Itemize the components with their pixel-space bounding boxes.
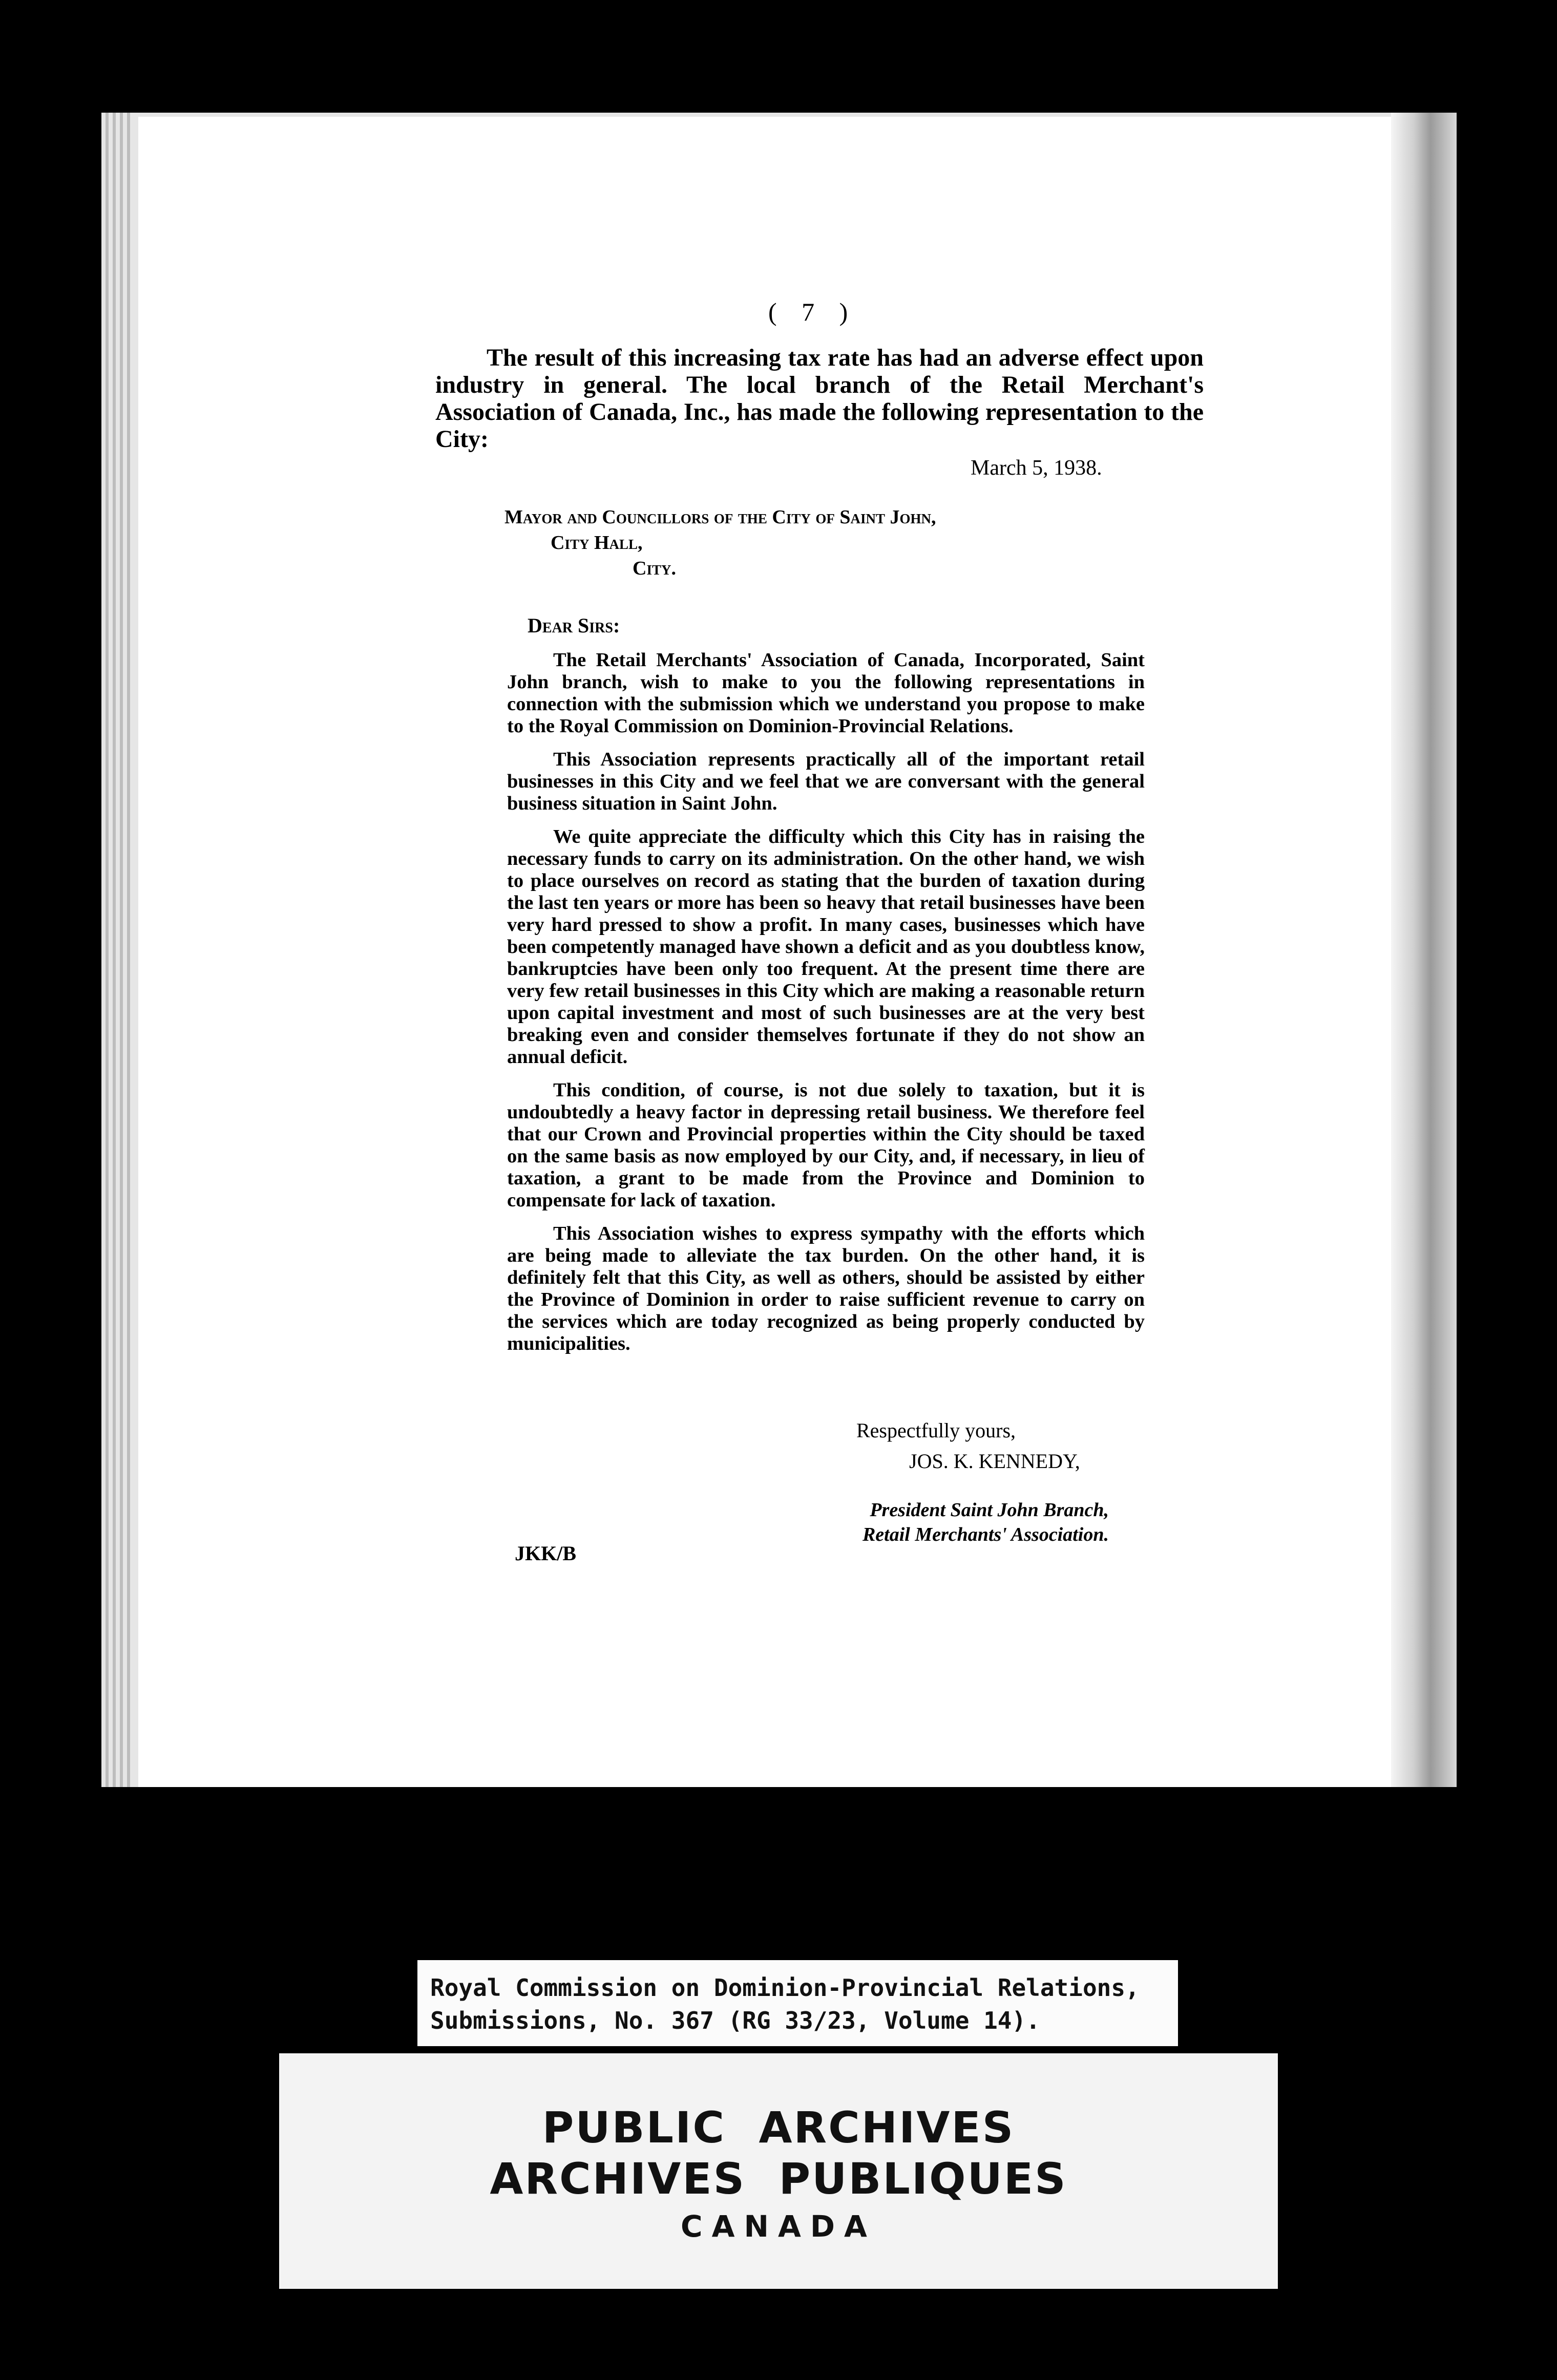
letter-body	[507, 649, 1145, 1366]
signer-title-line: Retail Merchants' Association.	[862, 1524, 1109, 1545]
intro-paragraph: The result of this increasing tax rate has had an adverse effect upon industry in general. The local branch of the Retail Merchant's Association of Canada, Inc., has made the following representation to the City:	[435, 344, 1204, 453]
citation-text	[430, 1971, 1140, 2037]
citation-line: Submissions, No. 367 (RG 33/23, Volume 14).	[430, 2007, 1040, 2034]
addressee-line: City.	[633, 558, 676, 579]
letter-date: March 5, 1938.	[971, 456, 1102, 480]
citation-line: Royal Commission on Dominion-Provincial Relations,	[430, 1974, 1140, 2002]
letter-paragraph: This Association wishes to express sympathy with the efforts which are being made to alleviate the tax burden. On the other hand, it is definitely felt that this City, as well as others, should be assisted by either the Province of Dominion in order to raise sufficient revenue to carry on the services which are today recognized as being properly conducted by municipalities.	[507, 1223, 1145, 1354]
letter-paragraph: We quite appreciate the difficulty which this City has in raising the necessary funds to carry on its administration. On the other hand, we wish to place ourselves on record as stating that the burden of taxation during the last ten years or more has been so heavy that retail businesses have been very hard pressed to show a profit. In many cases, businesses which have been competently managed have shown a deficit and as you doubtless know, bankruptcies have been only too frequent. At the present time there are very few retail businesses in this City which are making a reasonable return upon capital investment and most of such businesses are at the very best breaking even and consider themselves fortunate if they do not show an annual deficit.	[507, 826, 1145, 1068]
archives-line-country: CANADA	[681, 2209, 876, 2244]
archives-stamp	[279, 2053, 1278, 2289]
letter-paragraph: This Association represents practically all of the important retail businesses in this City and we feel that we are conversant with the general business situation in Saint John.	[507, 749, 1145, 814]
page-edge	[127, 113, 130, 1787]
archives-line-en: PUBLIC ARCHIVES	[542, 2102, 1015, 2153]
page-edge	[113, 113, 116, 1787]
salutation: Dear Sirs:	[528, 614, 620, 637]
letter-paragraph: The Retail Merchants' Association of Canada, Incorporated, Saint John branch, wish to make to you the following representations in connection with the submission which we understand you propose to make to the Royal Commission on Dominion-Provincial Relations.	[507, 649, 1145, 737]
page-edge	[120, 113, 123, 1787]
page-number: ( 7 )	[768, 298, 857, 326]
addressee-line: City Hall,	[551, 532, 643, 554]
citation-label	[417, 1960, 1178, 2046]
archives-text	[279, 2102, 1278, 2248]
signer-name: JOS. K. KENNEDY,	[909, 1450, 1080, 1473]
typist-initials: JKK/B	[515, 1542, 577, 1565]
page-edge	[106, 113, 109, 1787]
letter-paragraph: This condition, of course, is not due solely to taxation, but it is undoubtedly a heavy factor in depressing retail business. We therefore feel that our Crown and Provincial properties within the City should be taxed on the same basis as now employed by our City, and, if necessary, in lieu of taxation, a grant to be made from the Province and Dominion to compensate for lack of taxation.	[507, 1079, 1145, 1211]
page-spine	[1391, 113, 1457, 1787]
archives-line-fr: ARCHIVES PUBLIQUES	[490, 2154, 1067, 2204]
addressee-block	[504, 504, 936, 581]
signer-title-line: President Saint John Branch,	[870, 1499, 1109, 1521]
addressee-line: Mayor and Councillors of the City of Saint John,	[504, 506, 936, 528]
signer-title	[822, 1498, 1109, 1547]
closing: Respectfully yours,	[856, 1419, 1016, 1442]
